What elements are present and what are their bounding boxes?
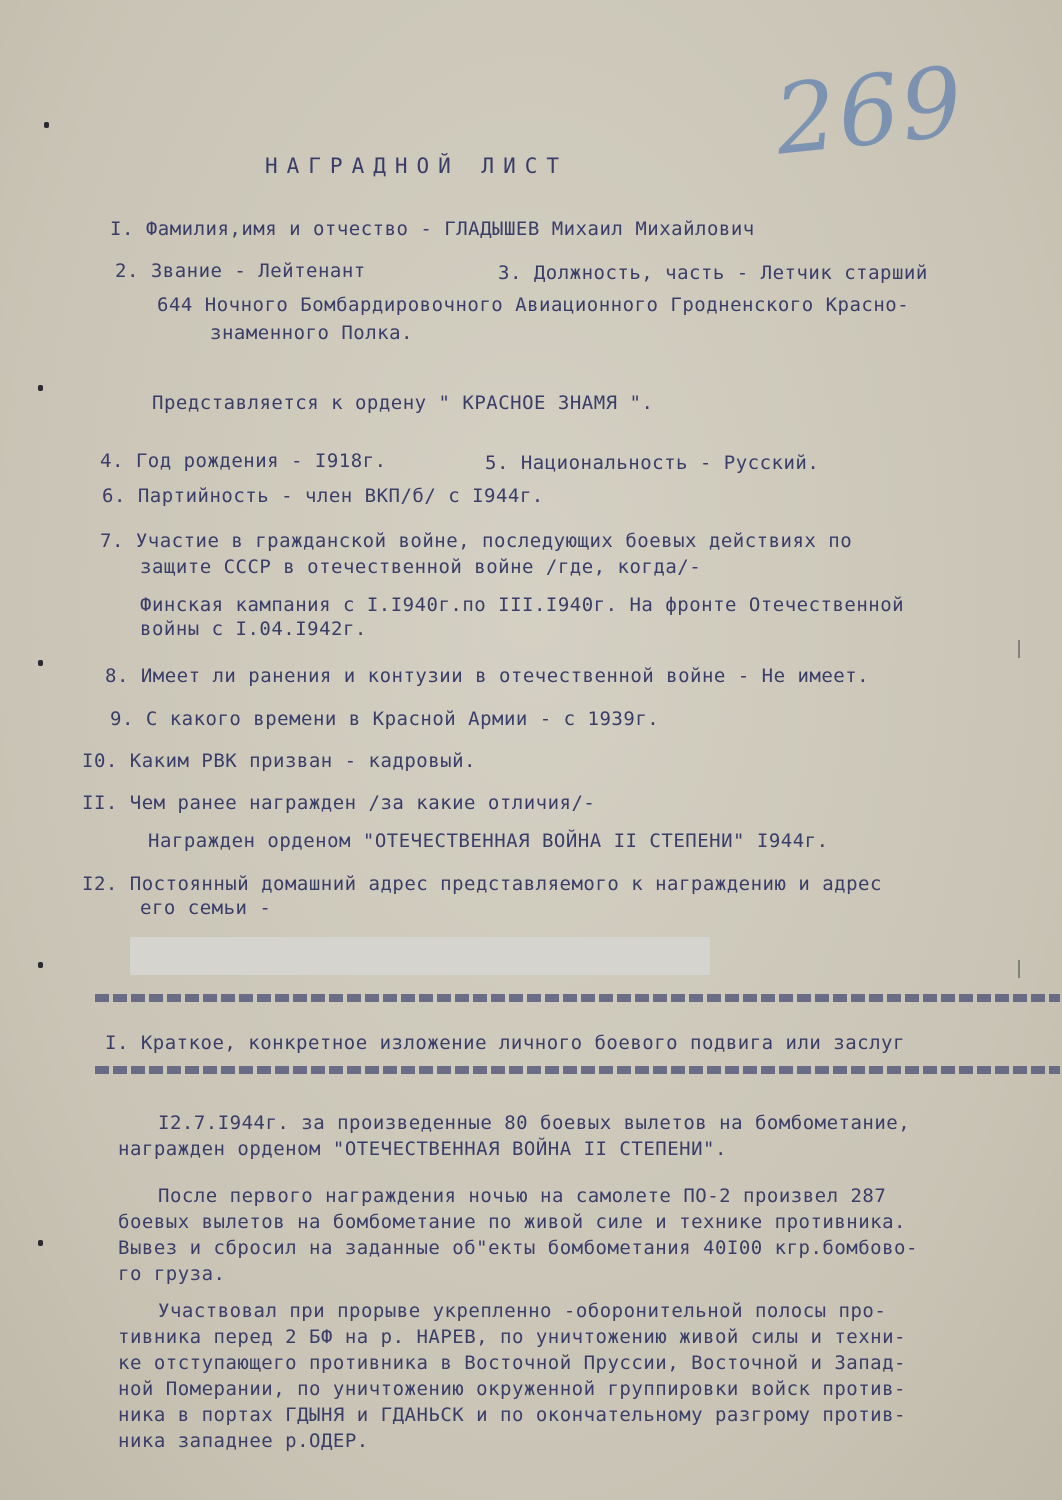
margin-mark xyxy=(1018,960,1030,978)
punch-hole xyxy=(38,962,43,968)
paragraph-line: боевых вылетов на бомбометание по живой силе и технике противника. xyxy=(118,1211,906,1233)
field-campaigns-cont: войны с I.04.I942г. xyxy=(140,618,367,640)
paragraph-line: После первого награждения ночью на самолете ПО-2 произвел 287 xyxy=(158,1185,887,1207)
field-unit-cont: знаменного Полка. xyxy=(210,322,413,344)
paragraph-line: ника в портах ГДЫНЯ и ГДАНЬСК и по окончательному разгрому против- xyxy=(118,1404,906,1426)
document-title: НАГРАДНОЙ ЛИСТ xyxy=(265,154,569,178)
margin-mark xyxy=(1018,640,1030,658)
field-unit: 644 Ночного Бомбардировочного Авиационного Гродненского Красно- xyxy=(157,294,910,316)
field-birth-year: 4. Год рождения - I918г. xyxy=(100,450,387,472)
paragraph-line: го груза. xyxy=(118,1263,226,1285)
field-party: 6. Партийность - член ВКП/б/ с I944г. xyxy=(102,485,544,507)
field-army-since: 9. С какого времени в Красной Армии - с 1939г. xyxy=(110,708,660,730)
punch-hole xyxy=(38,1240,43,1246)
field-rank: 2. Звание - Лейтенант xyxy=(115,260,366,282)
paragraph-line: Вывез и сбросил на заданные об"екты бомбометания 40I00 кгр.бомбово- xyxy=(118,1237,918,1259)
punch-hole xyxy=(38,385,43,391)
redacted-address xyxy=(130,937,710,975)
paragraph-line: Участвовал при прорыве укрепленно -оборонительной полосы про- xyxy=(158,1300,887,1322)
section-heading-feat: I. Краткое, конкретное изложение личного боевого подвига или заслуг xyxy=(105,1032,905,1054)
field-full-name: I. Фамилия,имя и отчество - ГЛАДЫШЕВ Михаил Михайлович xyxy=(110,218,755,240)
paragraph-line: награжден орденом "ОТЕЧЕСТВЕННАЯ ВОЙНА II СТЕПЕНИ". xyxy=(118,1138,727,1160)
paragraph-line: ке отступающего противника в Восточной Пруссии, Восточной и Запад- xyxy=(118,1352,906,1374)
divider-line xyxy=(95,994,1060,1002)
paragraph-line: I2.7.I944г. за произведенные 80 боевых вылетов на бомбометание, xyxy=(158,1112,911,1134)
field-wounds: 8. Имеет ли ранения и контузии в отечественной войне - Не имеет. xyxy=(105,665,870,687)
divider-line xyxy=(95,1066,1060,1074)
nomination-line: Представляется к ордену " КРАСНОЕ ЗНАМЯ ". xyxy=(152,392,654,414)
punch-hole xyxy=(44,122,49,128)
field-war-participation-cont: защите СССР в отечественной войне /где, когда/- xyxy=(140,556,702,578)
field-campaigns: Финская кампания с I.I940г.по III.I940г. На фронте Отечественной xyxy=(140,594,905,616)
field-nationality: 5. Национальность - Русский. xyxy=(485,452,820,474)
paragraph-line: ной Померании, по уничтожению окруженной группировки войск против- xyxy=(118,1378,906,1400)
punch-hole xyxy=(38,660,43,666)
archive-number-stamp: 269 xyxy=(769,45,970,177)
paragraph-line: ника западнее р.ОДЕР. xyxy=(118,1430,369,1452)
field-recruited-by: I0. Каким РВК призван - кадровый. xyxy=(82,750,476,772)
field-previous-awards-cont: Награжден орденом "ОТЕЧЕСТВЕННАЯ ВОЙНА II СТЕПЕНИ" I944г. xyxy=(148,830,829,852)
field-home-address: I2. Постоянный домашний адрес представляемого к награждению и адрес xyxy=(82,873,882,895)
field-previous-awards: II. Чем ранее награжден /за какие отличия/- xyxy=(82,792,596,814)
field-war-participation: 7. Участие в гражданской войне, последующих боевых действиях по xyxy=(100,530,853,552)
field-home-address-cont: его семьи - xyxy=(140,897,272,919)
paragraph-line: тивника перед 2 БФ на р. НАРЕВ, по уничтожению живой силы и техни- xyxy=(118,1326,906,1348)
field-position: 3. Должность, часть - Летчик старший xyxy=(498,262,928,284)
